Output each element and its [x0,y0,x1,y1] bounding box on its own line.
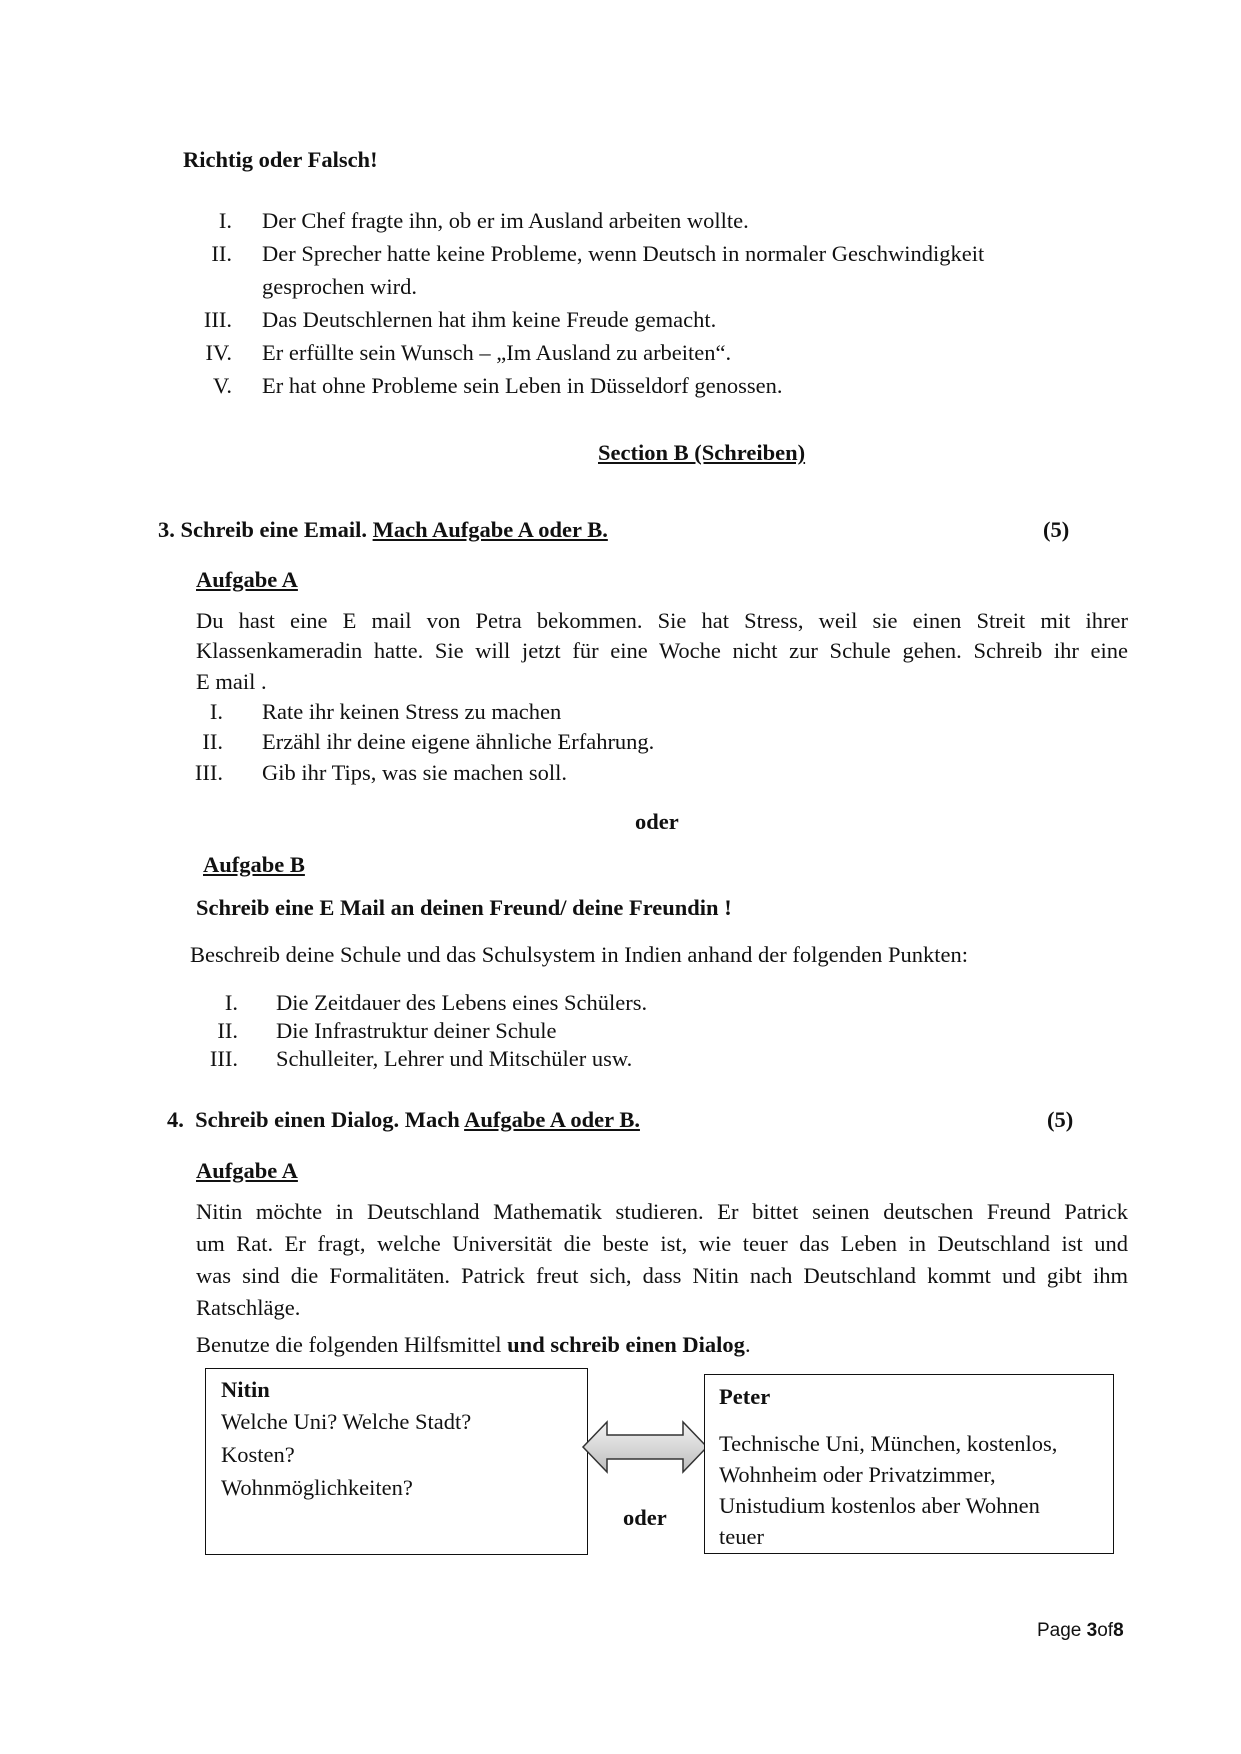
page-footer [1037,1620,1124,1642]
rf-item-text: Das Deutschlernen hat ihm keine Freude gemacht. [262,307,717,332]
rf-item-num: I. [218,208,232,233]
q3-a-item-num: I. [209,699,223,724]
q4-para-line: um Rat. Er fragt, welche Universität die beste ist, wie teuer das Leben in Deutschland ist und [196,1231,1128,1256]
nitin-box-title: Nitin [221,1377,270,1402]
q4-oder: oder [623,1505,667,1530]
nitin-box-line: Kosten? [221,1442,295,1467]
rf-item-text: Der Chef fragte ihn, ob er im Ausland arbeiten wollte. [262,208,749,233]
q4-para-line: Ratschläge. [196,1295,301,1320]
footer-page-num: 3 [1086,1620,1098,1641]
q4-benutze-bold: und schreib einen Dialog [507,1332,745,1357]
q3-a-item-text: Gib ihr Tips, was sie machen soll. [262,760,568,785]
q4-prefix: 4. Schreib einen Dialog. Mach [167,1107,465,1132]
q3-a-item-text: Erzähl ihr deine eigene ähnliche Erfahrung. [262,729,655,754]
double-arrow-icon [580,1417,710,1477]
q3-b-item-num: II. [217,1018,238,1043]
q4-benutze-line [196,1332,751,1358]
nitin-box [205,1368,588,1555]
q3-aufgabe-a-title: Aufgabe A [196,567,298,592]
q3-aufgabe-b-subtitle: Schreib eine E Mail an deinen Freund/ deine Freundin ! [196,895,732,920]
q3-b-item-num: I. [224,990,238,1015]
rf-item-num: III. [203,307,232,332]
q4-marks: (5) [1047,1107,1074,1132]
q3-para-line: E mail . [196,669,267,694]
q3-b-item-text: Die Infrastruktur deiner Schule [276,1018,557,1043]
q4-heading [167,1107,640,1133]
section-b-heading: Section B (Schreiben) [598,440,806,465]
rf-item-num: II. [211,241,232,266]
rf-item-num: V. [213,373,232,398]
peter-box-line: teuer [719,1524,764,1549]
q3-marks: (5) [1043,517,1070,542]
peter-box-line: Wohnheim oder Privatzimmer, [719,1462,996,1487]
rf-item-text: Er hat ohne Probleme sein Leben in Düsseldorf genossen. [262,373,783,398]
rf-item-num: IV. [205,340,232,365]
nitin-box-line: Wohnmöglichkeiten? [221,1475,413,1500]
q3-para-line: Du hast eine E mail von Petra bekommen. Sie hat Stress, weil sie einen Streit mit ihrer [196,608,1128,633]
q3-prefix: 3. Schreib eine Email. [158,517,373,542]
q3-b-item-num: III. [209,1046,238,1071]
footer-page-label: Page [1037,1620,1087,1641]
footer-of-label: of [1097,1620,1114,1641]
nitin-box-line: Welche Uni? Welche Stadt? [221,1409,472,1434]
q4-aufgabe-a-title: Aufgabe A [196,1158,298,1183]
peter-box [704,1374,1114,1554]
q3-a-item-text: Rate ihr keinen Stress zu machen [262,699,562,724]
q4-instruction: Aufgabe A oder B. [464,1107,640,1132]
q3-instruction: Mach Aufgabe A oder B. [372,517,608,542]
peter-box-title: Peter [719,1384,771,1409]
rf-item-text: Der Sprecher hatte keine Probleme, wenn Deutsch in normaler Geschwindigkeit [262,241,985,266]
q3-oder: oder [635,809,679,834]
q4-para-line: Nitin möchte in Deutschland Mathematik studieren. Er bittet seinen deutschen Freund Patrick [196,1199,1128,1224]
q3-heading [158,517,608,543]
rf-item-text-cont: gesprochen wird. [262,274,417,299]
rf-title: Richtig oder Falsch! [183,147,378,172]
q4-para-line: was sind die Formalitäten. Patrick freut sich, dass Nitin nach Deutschland kommt und gibt ihm [196,1263,1128,1288]
peter-box-line: Unistudium kostenlos aber Wohnen [719,1493,1040,1518]
q3-aufgabe-b-title: Aufgabe B [203,852,305,877]
q3-para-line: Klassenkameradin hatte. Sie will jetzt für eine Woche nicht zur Schule gehen. Schreib ihr eine [196,638,1128,663]
q3-a-item-num: III. [194,760,223,785]
q3-b-item-text: Die Zeitdauer des Lebens eines Schülers. [276,990,648,1015]
q4-benutze-end: . [744,1332,751,1357]
q3-a-item-num: II. [202,729,223,754]
q3-b-item-text: Schulleiter, Lehrer und Mitschüler usw. [276,1046,633,1071]
footer-total: 8 [1113,1620,1124,1641]
q4-benutze-plain: Benutze die folgenden Hilfsmittel [196,1332,508,1357]
rf-item-text: Er erfüllte sein Wunsch – „Im Ausland zu arbeiten“. [262,340,732,365]
q3-aufgabe-b-intro: Beschreib deine Schule und das Schulsystem in Indien anhand der folgenden Punkten: [190,942,968,967]
peter-box-line: Technische Uni, München, kostenlos, [719,1431,1058,1456]
